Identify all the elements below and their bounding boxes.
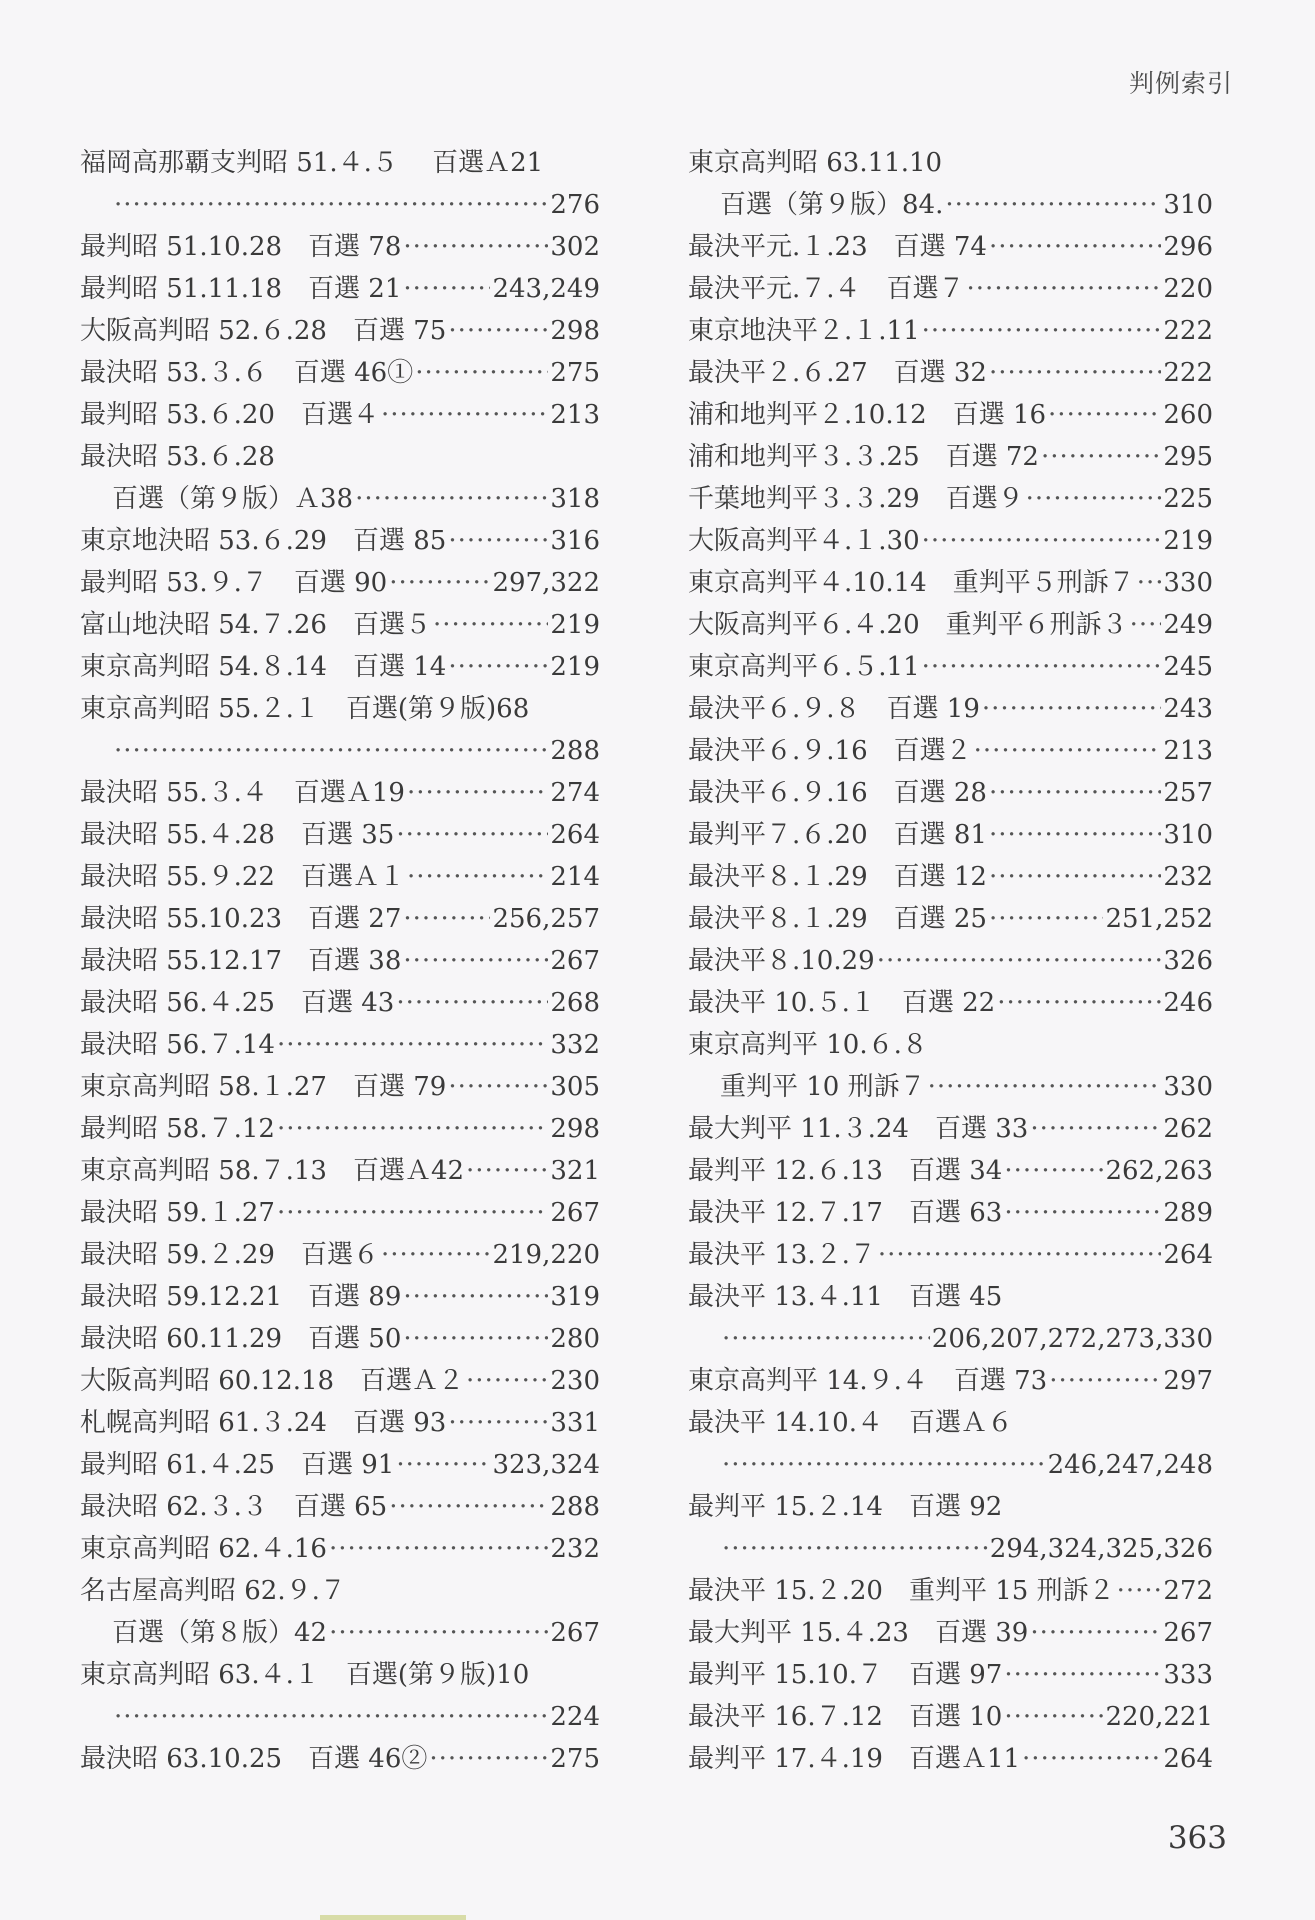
- entry-page-ref: 319: [550, 1282, 600, 1312]
- entry-citation: 福岡高那覇支判昭 51.４.５ 百選Ａ21: [80, 148, 544, 178]
- index-entry: [80, 1570, 600, 1612]
- entry-page-ref: 219: [550, 610, 600, 640]
- entry-page-ref: 232: [550, 1534, 600, 1564]
- leader-dots: [997, 982, 1161, 1024]
- index-entry: [688, 940, 1213, 982]
- leader-dots: [389, 1486, 548, 1528]
- index-entry: [80, 1192, 600, 1234]
- leader-dots: [989, 226, 1161, 268]
- leader-dots: [1022, 1738, 1161, 1780]
- leader-dots: [722, 1528, 988, 1570]
- entry-citation: 最決昭 56.７.14: [80, 1030, 275, 1060]
- entry-citation: 東京高判平 10.６.８: [688, 1030, 928, 1060]
- leader-dots: [448, 310, 548, 352]
- entry-citation: 浦和地判平３.３.25 百選 72: [688, 442, 1039, 472]
- index-entry: [80, 352, 600, 394]
- index-entry: [80, 940, 600, 982]
- entry-citation: 東京高判平４.10.14 重判平５刑訴７: [688, 568, 1135, 598]
- entry-citation: 最決昭 59.12.21 百選 89: [80, 1282, 402, 1312]
- leader-dots: [1004, 1696, 1103, 1738]
- entry-citation: 百選（第９版）Ａ38: [112, 484, 354, 514]
- leader-dots: [114, 1696, 548, 1738]
- index-entry: [80, 268, 600, 310]
- entry-page-ref: 267: [1163, 1618, 1213, 1648]
- index-entry: [688, 1150, 1213, 1192]
- entry-page-ref: 213: [1163, 736, 1213, 766]
- entry-citation: 最決平元.７.４ 百選７: [688, 274, 965, 304]
- index-entry: [688, 688, 1213, 730]
- leader-dots: [448, 646, 548, 688]
- entry-page-ref: 230: [550, 1366, 600, 1396]
- leader-dots: [877, 940, 1162, 982]
- entry-citation: 最決昭 53.６.28: [80, 442, 275, 472]
- entry-page-ref: 206,207,272,273,330: [931, 1324, 1213, 1354]
- leader-dots: [389, 562, 490, 604]
- entry-page-ref: 222: [1163, 316, 1213, 346]
- entry-page-ref: 272: [1163, 1576, 1213, 1606]
- index-entry: [80, 1150, 600, 1192]
- entry-page-ref: 296: [1163, 232, 1213, 262]
- entry-page-ref: 297,322: [492, 568, 600, 598]
- entry-citation: 最決平元.１.23 百選 74: [688, 232, 987, 262]
- index-entry: [688, 1402, 1213, 1444]
- entry-page-ref: 331: [550, 1408, 600, 1438]
- entry-citation: 最判平 17.４.19 百選Ａ11: [688, 1744, 1021, 1774]
- entry-page-ref: 264: [1163, 1240, 1213, 1270]
- index-entry: [688, 1024, 1213, 1066]
- entry-citation: 最判昭 58.７.12: [80, 1114, 275, 1144]
- entry-citation: 最決昭 55.３.４ 百選Ａ19: [80, 778, 405, 808]
- entry-page-ref: 267: [550, 1618, 600, 1648]
- index-entry: [80, 1444, 600, 1486]
- entry-page-ref: 323,324: [492, 1450, 600, 1480]
- entry-citation: 最決昭 55.９.22 百選Ａ１: [80, 862, 405, 892]
- leader-dots: [277, 1192, 548, 1234]
- leader-dots: [989, 772, 1161, 814]
- entry-page-ref: 276: [550, 190, 600, 220]
- entry-citation: 東京高判昭 62.４.16: [80, 1534, 327, 1564]
- entry-page-ref: 256,257: [492, 904, 600, 934]
- index-entry: [688, 1612, 1213, 1654]
- index-entry: [688, 352, 1213, 394]
- leader-dots: [403, 940, 548, 982]
- entry-page-ref: 318: [550, 484, 600, 514]
- leader-dots: [407, 856, 548, 898]
- index-entry: [80, 1066, 600, 1108]
- entry-page-ref: 275: [550, 358, 600, 388]
- leader-dots: [1004, 1192, 1161, 1234]
- index-entry: [688, 478, 1213, 520]
- index-entry: [688, 562, 1213, 604]
- leader-dots: [1137, 562, 1162, 604]
- index-entry: [688, 1654, 1213, 1696]
- entry-citation: 富山地決昭 54.７.26 百選５: [80, 610, 431, 640]
- entry-citation: 大阪高判昭 60.12.18 百選Ａ２: [80, 1366, 465, 1396]
- index-entry: [80, 1612, 600, 1654]
- leader-dots: [989, 856, 1161, 898]
- entry-page-ref: 295: [1163, 442, 1213, 472]
- index-entry: [688, 1066, 1213, 1108]
- entry-citation: 最判昭 61.４.25 百選 91: [80, 1450, 395, 1480]
- index-entry: [688, 1234, 1213, 1276]
- leader-dots: [277, 1108, 548, 1150]
- leader-dots: [967, 268, 1162, 310]
- entry-citation: 最大判平 15.４.23 百選 39: [688, 1618, 1029, 1648]
- leader-dots: [928, 1066, 1162, 1108]
- index-entry: [688, 604, 1213, 646]
- index-entry: [688, 814, 1213, 856]
- entry-citation: 最決昭 56.４.25 百選 43: [80, 988, 395, 1018]
- entry-page-ref: 219: [550, 652, 600, 682]
- entry-citation: 最決平 15.２.20 重判平 15 刑訴２: [688, 1576, 1115, 1606]
- entry-page-ref: 260: [1163, 400, 1213, 430]
- index-entry: [688, 1486, 1213, 1528]
- entry-page-ref: 246,247,248: [1047, 1450, 1213, 1480]
- index-entry: [80, 1108, 600, 1150]
- entry-citation: 最決昭 53.３.６ 百選 46①: [80, 358, 414, 388]
- leader-dots: [329, 1612, 548, 1654]
- index-column-left: [80, 142, 600, 1780]
- index-entry: [688, 142, 1213, 184]
- entry-citation: 最判昭 53.６.20 百選４: [80, 400, 379, 430]
- index-entry: [80, 562, 600, 604]
- leader-dots: [381, 1234, 491, 1276]
- entry-page-ref: 251,252: [1105, 904, 1213, 934]
- index-entry: [80, 1696, 600, 1738]
- index-entry: [80, 1528, 600, 1570]
- index-entry: [80, 142, 600, 184]
- leader-dots: [448, 520, 548, 562]
- entry-citation: 最決昭 62.３.３ 百選 65: [80, 1492, 388, 1522]
- index-entry: [80, 982, 600, 1024]
- index-entry: [80, 1486, 600, 1528]
- leader-dots: [974, 730, 1162, 772]
- entry-page-ref: 243: [1163, 694, 1213, 724]
- index-entry: [80, 856, 600, 898]
- leader-dots: [407, 772, 548, 814]
- entry-citation: 東京高判昭 58.１.27 百選 79: [80, 1072, 447, 1102]
- entry-page-ref: 289: [1163, 1198, 1213, 1228]
- entry-citation: 東京高判昭 55.２.１ 百選(第９版)68: [80, 694, 530, 724]
- leader-dots: [403, 898, 490, 940]
- entry-citation: 最決平６.９.８ 百選 19: [688, 694, 980, 724]
- entry-page-ref: 275: [550, 1744, 600, 1774]
- leader-dots: [922, 310, 1162, 352]
- leader-dots: [396, 1444, 490, 1486]
- leader-dots: [1130, 604, 1162, 646]
- entry-citation: 名古屋高判昭 62.９.７: [80, 1576, 346, 1606]
- index-entry: [80, 688, 600, 730]
- index-entry: [80, 730, 600, 772]
- entry-citation: 最決昭 59.２.29 百選６: [80, 1240, 379, 1270]
- leader-dots: [722, 1444, 1046, 1486]
- leader-dots: [403, 1318, 548, 1360]
- entry-page-ref: 264: [1163, 1744, 1213, 1774]
- entry-page-ref: 316: [550, 526, 600, 556]
- leader-dots: [989, 814, 1161, 856]
- index-entry: [688, 1738, 1213, 1780]
- leader-dots: [403, 1276, 548, 1318]
- index-entry: [80, 184, 600, 226]
- index-entry: [688, 310, 1213, 352]
- entry-citation: 最判昭 53.９.７ 百選 90: [80, 568, 388, 598]
- entry-page-ref: 321: [550, 1156, 600, 1186]
- leader-dots: [878, 1234, 1161, 1276]
- leader-dots: [429, 1738, 548, 1780]
- leader-dots: [466, 1150, 548, 1192]
- entry-citation: 百選（第８版）42: [112, 1618, 328, 1648]
- entry-page-ref: 267: [550, 1198, 600, 1228]
- entry-page-ref: 243,249: [492, 274, 600, 304]
- entry-citation: 最決昭 59.１.27: [80, 1198, 275, 1228]
- entry-page-ref: 288: [550, 736, 600, 766]
- leader-dots: [922, 520, 1162, 562]
- entry-citation: 東京高判平６.５.11: [688, 652, 920, 682]
- entry-page-ref: 330: [1163, 568, 1213, 598]
- index-entry: [80, 436, 600, 478]
- entry-citation: 最決昭 55.４.28 百選 35: [80, 820, 395, 850]
- entry-page-ref: 220: [1163, 274, 1213, 304]
- entry-citation: 最決平 13.４.11 百選 45: [688, 1282, 1003, 1312]
- leader-dots: [396, 982, 548, 1024]
- leader-dots: [982, 688, 1161, 730]
- entry-page-ref: 305: [550, 1072, 600, 1102]
- index-column-right: [688, 142, 1213, 1780]
- entry-page-ref: 246: [1163, 988, 1213, 1018]
- leader-dots: [396, 814, 548, 856]
- index-entry: [688, 982, 1213, 1024]
- entry-page-ref: 249: [1163, 610, 1213, 640]
- leader-dots: [448, 1066, 548, 1108]
- index-entry: [80, 1654, 600, 1696]
- index-entry: [80, 772, 600, 814]
- leader-dots: [1041, 436, 1161, 478]
- entry-citation: 浦和地判平２.10.12 百選 16: [688, 400, 1047, 430]
- entry-citation: 大阪高判平６.４.20 重判平６刑訴３: [688, 610, 1128, 640]
- entry-citation: 最決昭 55.12.17 百選 38: [80, 946, 402, 976]
- running-header: 判例索引: [1128, 69, 1233, 98]
- index-entry: [688, 1696, 1213, 1738]
- entry-citation: 大阪高判昭 52.６.28 百選 75: [80, 316, 447, 346]
- entry-page-ref: 224: [550, 1702, 600, 1732]
- index-entry: [688, 1570, 1213, 1612]
- entry-citation: 最判昭 51.11.18 百選 21: [80, 274, 402, 304]
- leader-dots: [945, 184, 1161, 226]
- entry-page-ref: 268: [550, 988, 600, 1018]
- index-entry: [80, 1234, 600, 1276]
- index-entry: [80, 520, 600, 562]
- entry-page-ref: 280: [550, 1324, 600, 1354]
- index-entry: [688, 226, 1213, 268]
- entry-citation: 最決昭 60.11.29 百選 50: [80, 1324, 402, 1354]
- entry-citation: 東京地決平２.１.11: [688, 316, 920, 346]
- leader-dots: [355, 478, 548, 520]
- leader-dots: [403, 268, 490, 310]
- entry-page-ref: 298: [550, 1114, 600, 1144]
- entry-citation: 最判平 12.６.13 百選 34: [688, 1156, 1003, 1186]
- entry-citation: 最決平６.９.16 百選２: [688, 736, 972, 766]
- entry-page-ref: 326: [1163, 946, 1213, 976]
- entry-citation: 最大判平 11.３.24 百選 33: [688, 1114, 1029, 1144]
- entry-citation: 最決平６.９.16 百選 28: [688, 778, 987, 808]
- leader-dots: [114, 184, 548, 226]
- entry-citation: 最決平２.６.27 百選 32: [688, 358, 987, 388]
- leader-dots: [1004, 1150, 1103, 1192]
- leader-dots: [114, 730, 548, 772]
- entry-page-ref: 225: [1163, 484, 1213, 514]
- index-entry: [80, 1738, 600, 1780]
- entry-page-ref: 232: [1163, 862, 1213, 892]
- index-entry: [80, 1318, 600, 1360]
- index-entry: [688, 646, 1213, 688]
- entry-page-ref: 297: [1163, 1366, 1213, 1396]
- index-entry: [80, 226, 600, 268]
- index-entry: [688, 856, 1213, 898]
- entry-page-ref: 214: [550, 862, 600, 892]
- entry-page-ref: 245: [1163, 652, 1213, 682]
- entry-page-ref: 262: [1163, 1114, 1213, 1144]
- entry-citation: 最判平 15.２.14 百選 92: [688, 1492, 1003, 1522]
- entry-citation: 重判平 10 刑訴７: [720, 1072, 926, 1102]
- entry-page-ref: 222: [1163, 358, 1213, 388]
- entry-page-ref: 213: [550, 400, 600, 430]
- entry-citation: 最決昭 55.10.23 百選 27: [80, 904, 402, 934]
- entry-citation: 札幌高判昭 61.３.24 百選 93: [80, 1408, 447, 1438]
- leader-dots: [433, 604, 548, 646]
- index-entry: [688, 730, 1213, 772]
- leader-dots: [989, 898, 1104, 940]
- entry-citation: 最判昭 51.10.28 百選 78: [80, 232, 402, 262]
- bottom-bar: [320, 1915, 466, 1920]
- entry-page-ref: 288: [550, 1492, 600, 1522]
- index-entry: [688, 772, 1213, 814]
- entry-citation: 東京高判昭 58.７.13 百選Ａ42: [80, 1156, 465, 1186]
- entry-page-ref: 219,220: [492, 1240, 600, 1270]
- index-entry: [80, 394, 600, 436]
- leader-dots: [381, 394, 548, 436]
- leader-dots: [722, 1318, 930, 1360]
- leader-dots: [448, 1402, 548, 1444]
- entry-page-ref: 262,263: [1105, 1156, 1213, 1186]
- index-entry: [80, 646, 600, 688]
- index-entry: [80, 1276, 600, 1318]
- leader-dots: [1004, 1654, 1161, 1696]
- index-entry: [688, 1192, 1213, 1234]
- entry-citation: 百選（第９版）84.: [720, 190, 944, 220]
- index-entry: [80, 814, 600, 856]
- index-entry: [80, 604, 600, 646]
- page-number: 363: [1167, 1820, 1227, 1856]
- index-entry: [80, 478, 600, 520]
- entry-page-ref: 264: [550, 820, 600, 850]
- index-entry: [688, 436, 1213, 478]
- leader-dots: [1026, 478, 1162, 520]
- leader-dots: [1049, 1360, 1161, 1402]
- index-entry: [688, 184, 1213, 226]
- index-entry: [688, 1528, 1213, 1570]
- entry-citation: 大阪高判平４.１.30: [688, 526, 920, 556]
- entry-page-ref: 220,221: [1105, 1702, 1213, 1732]
- leader-dots: [415, 352, 548, 394]
- leader-dots: [466, 1360, 548, 1402]
- leader-dots: [989, 352, 1161, 394]
- index-entry: [688, 1360, 1213, 1402]
- entry-citation: 最決平 10.５.１ 百選 22: [688, 988, 996, 1018]
- entry-citation: 最決昭 63.10.25 百選 46②: [80, 1744, 428, 1774]
- entry-page-ref: 302: [550, 232, 600, 262]
- entry-citation: 千葉地判平３.３.29 百選９: [688, 484, 1024, 514]
- index-entry: [80, 1024, 600, 1066]
- index-entry: [688, 520, 1213, 562]
- leader-dots: [1048, 394, 1161, 436]
- index-entry: [688, 394, 1213, 436]
- leader-dots: [1030, 1612, 1161, 1654]
- index-entry: [80, 1360, 600, 1402]
- entry-citation: 最決平 12.７.17 百選 63: [688, 1198, 1003, 1228]
- leader-dots: [922, 646, 1162, 688]
- entry-citation: 最判平７.６.20 百選 81: [688, 820, 987, 850]
- index-entry: [688, 898, 1213, 940]
- entry-citation: 最決平８.10.29: [688, 946, 875, 976]
- entry-page-ref: 310: [1163, 190, 1213, 220]
- entry-page-ref: 274: [550, 778, 600, 808]
- entry-citation: 東京高判昭 54.８.14 百選 14: [80, 652, 447, 682]
- entry-citation: 東京高判平 14.９.４ 百選 73: [688, 1366, 1048, 1396]
- entry-citation: 最決平 13.２.７: [688, 1240, 876, 1270]
- entry-page-ref: 310: [1163, 820, 1213, 850]
- leader-dots: [1030, 1108, 1161, 1150]
- entry-page-ref: 257: [1163, 778, 1213, 808]
- leader-dots: [277, 1024, 548, 1066]
- entry-page-ref: 298: [550, 316, 600, 346]
- entry-page-ref: 267: [550, 946, 600, 976]
- entry-citation: 最決平 14.10.４ 百選Ａ６: [688, 1408, 1013, 1438]
- index-entry: [688, 1276, 1213, 1318]
- entry-citation: 最決平８.１.29 百選 25: [688, 904, 987, 934]
- entry-citation: 東京地決昭 53.６.29 百選 85: [80, 526, 447, 556]
- leader-dots: [1117, 1570, 1162, 1612]
- entry-citation: 東京高判昭 63.11.10: [688, 148, 943, 178]
- leader-dots: [329, 1528, 548, 1570]
- entry-citation: 最決平 16.７.12 百選 10: [688, 1702, 1003, 1732]
- entry-page-ref: 333: [1163, 1660, 1213, 1690]
- entry-page-ref: 219: [1163, 526, 1213, 556]
- entry-citation: 最決平８.１.29 百選 12: [688, 862, 987, 892]
- entry-citation: 最判平 15.10.７ 百選 97: [688, 1660, 1003, 1690]
- index-entry: [688, 1108, 1213, 1150]
- entry-page-ref: 332: [550, 1030, 600, 1060]
- index-entry: [688, 1444, 1213, 1486]
- index-entry: [688, 268, 1213, 310]
- leader-dots: [403, 226, 548, 268]
- index-entry: [80, 1402, 600, 1444]
- entry-citation: 東京高判昭 63.４.１ 百選(第９版)10: [80, 1660, 530, 1690]
- entry-page-ref: 330: [1163, 1072, 1213, 1102]
- index-entry: [80, 310, 600, 352]
- index-entry: [688, 1318, 1213, 1360]
- index-entry: [80, 898, 600, 940]
- entry-page-ref: 294,324,325,326: [989, 1534, 1213, 1564]
